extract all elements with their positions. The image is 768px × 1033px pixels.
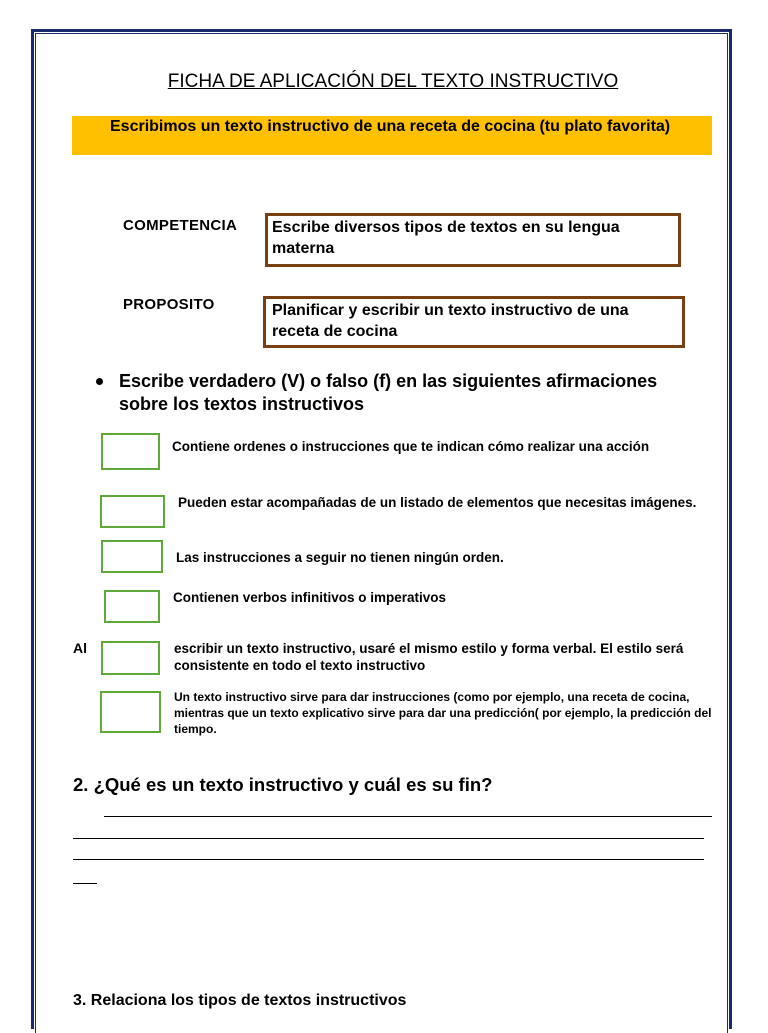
banner-text: Escribimos un texto instructivo de una receta de cocina (tu plato favorita) [110, 118, 671, 135]
true-false-instruction: Escribe verdadero (V) o falso (f) en las siguientes afirmaciones sobre los textos instructivos [119, 371, 658, 414]
competencia-box [265, 213, 681, 267]
answer-box-2[interactable] [100, 495, 165, 528]
answer-box-6[interactable] [100, 691, 161, 733]
statement-5-prefix: Al [73, 640, 87, 656]
answer-line-2[interactable] [73, 838, 704, 839]
answer-line-4[interactable] [73, 883, 97, 884]
competencia-label: COMPETENCIA [123, 217, 238, 234]
statement-2: Pueden estar acompañadas de un listado de elementos que necesitas imágenes. [178, 495, 697, 510]
question-2: 2. ¿Qué es un texto instructivo y cuál es su fin? [73, 774, 493, 795]
statement-4: Contienen verbos infinitivos o imperativos [173, 590, 447, 605]
answer-box-3[interactable] [101, 540, 163, 573]
proposito-label: PROPOSITO [123, 296, 215, 313]
proposito-text: Planificar y escribir un texto instructivo de una receta de cocina [272, 302, 629, 340]
answer-line-3[interactable] [73, 859, 704, 860]
statement-3: Las instrucciones a seguir no tienen ningún orden. [176, 550, 504, 565]
statement-6: Un texto instructivo sirve para dar instrucciones (como por ejemplo, una receta de cocina, mientras que un texto explicativo sirve para dar una predicción( por ejemplo, la predicción del tiempo. [174, 690, 712, 736]
question-3: 3. Relaciona los tipos de textos instructivos [73, 992, 407, 1009]
proposito-box [263, 296, 685, 348]
instruction-banner [72, 116, 712, 155]
answer-line-1[interactable] [104, 816, 712, 817]
statement-5: escribir un texto instructivo, usaré el mismo estilo y forma verbal. El estilo será consistente en todo el texto instructivo [174, 641, 684, 673]
answer-box-1[interactable] [101, 433, 160, 470]
page-border-inner [35, 33, 728, 1033]
answer-box-4[interactable] [104, 590, 160, 623]
page-title: FICHA DE APLICACIÓN DEL TEXTO INSTRUCTIVO [167, 71, 619, 92]
statement-1: Contiene ordenes o instrucciones que te indican cómo realizar una acción [172, 439, 650, 454]
answer-box-5[interactable] [101, 641, 160, 675]
bullet-icon [96, 378, 103, 385]
competencia-text: Escribe diversos tipos de textos en su lengua materna [272, 219, 620, 257]
